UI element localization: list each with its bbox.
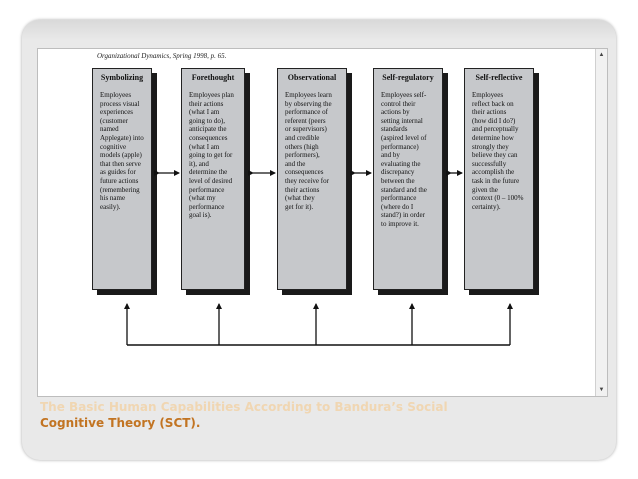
figure-panel [37, 48, 608, 397]
box-title: Observational [287, 73, 337, 82]
vertical-scrollbar[interactable] [595, 49, 607, 396]
box-title: Self-regulatory [382, 73, 434, 82]
slide-top-bar [22, 20, 616, 40]
connector-arrows [38, 49, 608, 397]
caption-line-2: Cognitive Theory (SCT). [40, 416, 201, 430]
triangle-up-icon[interactable]: ▲ [598, 52, 605, 58]
box-body: Employees plan their actions (what I am going to do), anticipate the consequences (what I am going to get for it), and determine the level of desired performance (what my performance goal is). [189, 91, 234, 220]
box-title: Self-reflective [475, 73, 523, 82]
source-note: Organizational Dynamics, Spring 1998, p. 65. [97, 52, 227, 60]
box-title: Symbolizing [100, 73, 144, 82]
slide-caption [40, 399, 600, 431]
box-title: Forethought [191, 73, 235, 82]
box-body: Employees process visual experiences (customer named Applegate) into cognitive models (apple) that then serve as guides for future actions (remembering his name easily). [100, 91, 144, 211]
caption-line-1: The Basic Human Capabilities According to Bandura’s Social [40, 400, 448, 414]
box-body: Employees reflect back on their actions (how did I do?) and perceptually determine how strongly they believe they can successfully accomplish the task in the future given the context (0 – 100% certainty). [472, 91, 524, 211]
triangle-down-icon[interactable]: ▼ [598, 387, 605, 393]
box-body: Employees learn by observing the performance of referent (peers or supervisors) and credible others (high performers), and the consequences they receive for their actions (what they get for it). [285, 91, 332, 211]
box-body: Employees self- control their actions by setting internal standards (aspired level of performance) and by evaluating the discrepancy between the standard and the performance (where do I stand?) in order to improve it. [381, 91, 427, 228]
